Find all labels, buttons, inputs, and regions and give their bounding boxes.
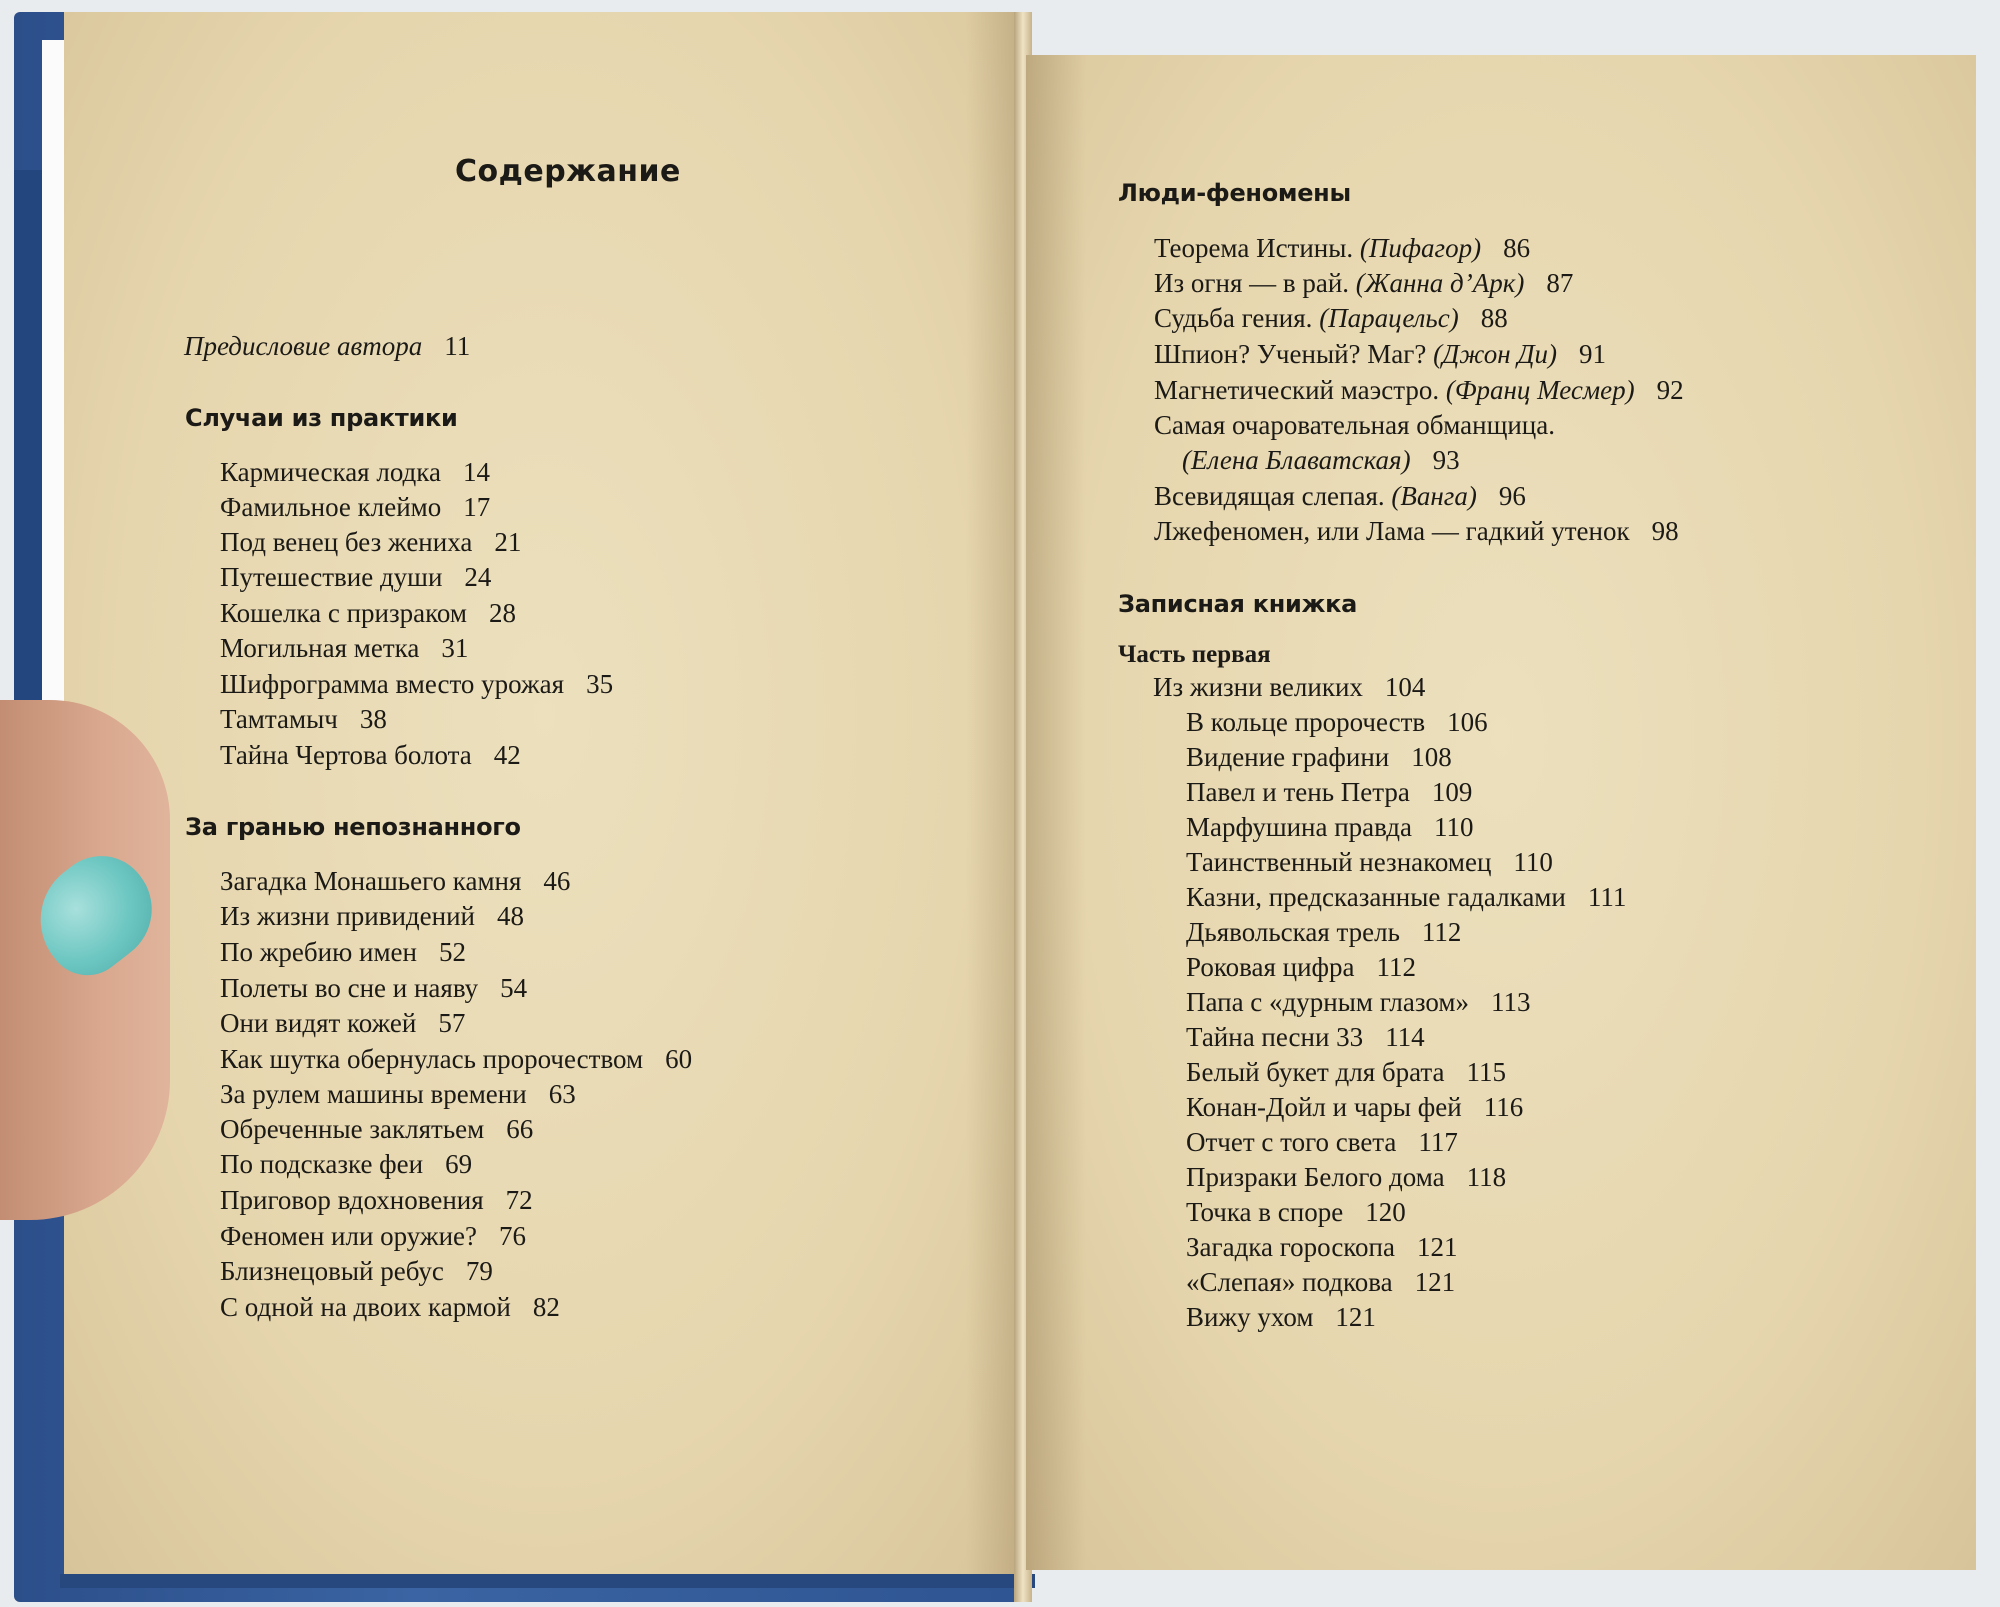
entry-page: 86	[1503, 233, 1531, 263]
toc-entry	[220, 1148, 472, 1180]
toc-entry	[220, 456, 490, 488]
entry-author: (Парацельс)	[1319, 303, 1459, 333]
entry-page: 121	[1417, 1232, 1458, 1262]
toc-entry	[220, 632, 468, 664]
entry-title: Как шутка обернулась пророчеством	[220, 1044, 644, 1074]
entry-title: Самая очаровательная обманщица.	[1154, 410, 1555, 440]
toc-entry	[1186, 1231, 1458, 1263]
entry-title: Они видят кожей	[220, 1008, 417, 1038]
toc-entry	[220, 526, 521, 558]
entry-page: 38	[359, 704, 387, 734]
entry-page: 109	[1431, 777, 1473, 807]
toc-entry	[1186, 741, 1452, 773]
entry-page: 113	[1490, 987, 1531, 1017]
entry-title: Конан-Дойл и чары фей	[1186, 1092, 1462, 1122]
entry-page: 35	[586, 669, 614, 699]
entry-title: Казни, предсказанные гадалками	[1186, 882, 1566, 912]
toc-entry	[1154, 374, 1684, 406]
entry-page: 66	[506, 1114, 534, 1144]
preface-page: 11	[444, 331, 471, 361]
toc-entry	[220, 900, 524, 932]
toc-entry	[220, 1113, 533, 1145]
toc-entry	[1154, 409, 1555, 441]
entry-page: 54	[500, 973, 528, 1003]
entry-title: Белый букет для брата	[1186, 1057, 1445, 1087]
entry-page: 17	[463, 492, 491, 522]
entry-title: В кольце пророчеств	[1186, 707, 1426, 737]
toc-entry	[220, 1291, 560, 1323]
entry-title: Видение графини	[1186, 742, 1390, 772]
entry-title: Шпион? Ученый? Маг?	[1154, 339, 1427, 369]
entry-title: Теорема Истины.	[1154, 233, 1354, 263]
toc-entry	[220, 561, 491, 593]
entry-title: Таинственный незнакомец	[1186, 847, 1492, 877]
entry-page: 87	[1546, 268, 1574, 298]
entry-title: За рулем машины времени	[220, 1079, 527, 1109]
entry-title: «Слепая» подкова	[1186, 1267, 1393, 1297]
toc-entry	[1186, 1196, 1406, 1228]
right-page	[1026, 55, 1976, 1570]
toc-entry	[220, 1184, 533, 1216]
entry-page: 69	[445, 1149, 473, 1179]
entry-title: Роковая цифра	[1186, 952, 1355, 982]
entry-page: 111	[1587, 882, 1627, 912]
entry-title: Точка в споре	[1186, 1197, 1344, 1227]
section-heading: За гранью непознанного	[185, 813, 521, 841]
entry-title: Из жизни великих	[1153, 672, 1363, 702]
cover-bottom-edge	[60, 1574, 1035, 1588]
toc-entry	[220, 739, 521, 771]
entry-page: 121	[1414, 1267, 1456, 1297]
toc-entry	[220, 1007, 465, 1039]
entry-author: (Франц Месмер)	[1445, 375, 1635, 405]
entry-title: По жребию имен	[220, 937, 417, 967]
entry-author: (Ванга)	[1391, 481, 1477, 511]
toc-entry	[1186, 1301, 1376, 1333]
entry-title: Загадка Монашьего камня	[220, 866, 522, 896]
entry-page: 117	[1418, 1127, 1458, 1157]
entry-title: Дьявольская трель	[1186, 917, 1400, 947]
toc-entry	[220, 703, 387, 735]
entry-title: С одной на двоих кармой	[220, 1292, 511, 1322]
entry-page: 24	[464, 562, 492, 592]
toc-entry	[1154, 267, 1573, 299]
entry-author: (Пифагор)	[1359, 233, 1482, 263]
entry-title: Вижу ухом	[1186, 1302, 1314, 1332]
entry-page: 60	[665, 1044, 693, 1074]
toc-entry	[220, 972, 527, 1004]
entry-title: Шифрограмма вместо урожая	[220, 669, 565, 699]
entry-page: 21	[494, 527, 522, 557]
toc-entry	[1186, 1161, 1506, 1193]
entry-page: 92	[1656, 375, 1684, 405]
toc-entry	[1154, 480, 1526, 512]
cover-stripe	[14, 170, 44, 730]
entry-title: Феномен или оружие?	[220, 1221, 478, 1251]
entry-page: 112	[1376, 952, 1417, 982]
entry-author: (Джон Ди)	[1433, 339, 1558, 369]
entry-page: 72	[505, 1185, 533, 1215]
entry-page: 76	[499, 1221, 527, 1251]
toc-entry	[1186, 1021, 1425, 1053]
toc-entry	[1186, 811, 1473, 843]
entry-page: 93	[1432, 445, 1460, 475]
entry-page: 108	[1411, 742, 1452, 772]
toc-entry	[220, 1078, 576, 1110]
entry-title: Призраки Белого дома	[1186, 1162, 1445, 1192]
toc-entry	[1154, 338, 1606, 370]
toc-entry	[1186, 706, 1488, 738]
entry-author: (Елена Блаватская)	[1182, 445, 1411, 475]
toc-entry	[1186, 951, 1416, 983]
entry-title: Приговор вдохновения	[220, 1185, 484, 1215]
entry-title: Под венец без жениха	[220, 527, 473, 557]
entry-title: Загадка гороскопа	[1186, 1232, 1395, 1262]
left-page	[64, 12, 1026, 1574]
toc-entry	[1186, 986, 1530, 1018]
entry-title: Близнецовый ребус	[220, 1256, 444, 1286]
entry-page: 98	[1651, 516, 1679, 546]
entry-title: Полеты во сне и наяву	[220, 973, 479, 1003]
entry-title: Отчет с того света	[1186, 1127, 1397, 1157]
entry-page: 46	[543, 866, 571, 896]
toc-entry	[1186, 1091, 1523, 1123]
entry-title: Фамильное клеймо	[220, 492, 442, 522]
entry-title: Могильная метка	[220, 633, 420, 663]
toc-entry	[1154, 232, 1530, 264]
entry-page: 82	[532, 1292, 560, 1322]
entry-page: 110	[1433, 812, 1474, 842]
entry-page: 42	[493, 740, 521, 770]
toc-entry	[220, 936, 466, 968]
toc-entry	[220, 668, 613, 700]
toc-entry-continued	[1182, 444, 1460, 476]
entry-title: Всевидящая слепая.	[1154, 481, 1385, 511]
entry-page: 28	[488, 598, 516, 628]
toc-entry	[220, 1043, 692, 1075]
gutter-shadow	[1026, 55, 1086, 1570]
toc-entry	[220, 865, 570, 897]
entry-page: 88	[1480, 303, 1508, 333]
entry-page: 104	[1384, 672, 1426, 702]
entry-page: 79	[465, 1256, 493, 1286]
entry-title: Павел и тень Петра	[1186, 777, 1410, 807]
part-heading: Часть первая	[1118, 641, 1271, 668]
entry-title: Лжефеномен, или Лама — гадкий утенок	[1154, 516, 1630, 546]
entry-page: 52	[438, 937, 466, 967]
toc-entry	[1186, 881, 1626, 913]
entry-page: 112	[1421, 917, 1462, 947]
section-heading: Записная книжка	[1118, 590, 1357, 618]
toc-entry	[1154, 515, 1679, 547]
entry-page: 91	[1579, 339, 1607, 369]
section-heading: Случаи из практики	[185, 404, 458, 432]
toc-entry	[1186, 1056, 1506, 1088]
toc-entry	[220, 491, 490, 523]
entry-page: 114	[1385, 1022, 1425, 1052]
toc-entry	[1186, 1126, 1458, 1158]
preface-entry	[184, 330, 470, 362]
entry-page: 121	[1335, 1302, 1376, 1332]
entry-page: 110	[1513, 847, 1553, 877]
entry-title: Тамтамыч	[220, 704, 338, 734]
entry-page: 115	[1466, 1057, 1507, 1087]
toc-entry	[220, 597, 516, 629]
preface-label: Предисловие автора	[184, 331, 423, 361]
entry-title: Судьба гения.	[1154, 303, 1313, 333]
toc-entry	[1186, 776, 1472, 808]
entry-title: Из жизни привидений	[220, 901, 475, 931]
entry-title: Путешествие души	[220, 562, 443, 592]
entry-title: Марфушина правда	[1186, 812, 1412, 842]
entry-page: 106	[1447, 707, 1488, 737]
entry-title: Магнетический маэстро.	[1154, 375, 1440, 405]
entry-title: По подсказке феи	[220, 1149, 424, 1179]
sub-heading	[1153, 671, 1425, 703]
toc-entry	[220, 1255, 493, 1287]
entry-title: Обреченные заклятьем	[220, 1114, 485, 1144]
toc-entry	[1186, 1266, 1455, 1298]
entry-page: 120	[1365, 1197, 1406, 1227]
entry-page: 96	[1498, 481, 1526, 511]
entry-title: Папа с «дурным глазом»	[1186, 987, 1469, 1017]
toc-entry	[1154, 302, 1508, 334]
entry-page: 31	[441, 633, 469, 663]
entry-page: 118	[1466, 1162, 1507, 1192]
toc-entry	[220, 1220, 526, 1252]
entry-page: 63	[548, 1079, 576, 1109]
entry-author: (Жанна д’Арк)	[1355, 268, 1525, 298]
entry-page: 57	[438, 1008, 466, 1038]
toc-entry	[1186, 916, 1461, 948]
section-heading: Люди-феномены	[1118, 179, 1351, 207]
entry-page: 14	[462, 457, 490, 487]
entry-title: Тайна Чертова болота	[220, 740, 472, 770]
entry-page: 116	[1483, 1092, 1524, 1122]
entry-title: Тайна песни 33	[1186, 1022, 1364, 1052]
toc-entry	[1186, 846, 1553, 878]
entry-title: Кармическая лодка	[220, 457, 441, 487]
entry-title: Из огня — в рай.	[1154, 268, 1350, 298]
page-title: Содержание	[455, 154, 681, 189]
entry-title: Кошелка с призраком	[220, 598, 467, 628]
entry-page: 48	[497, 901, 524, 931]
